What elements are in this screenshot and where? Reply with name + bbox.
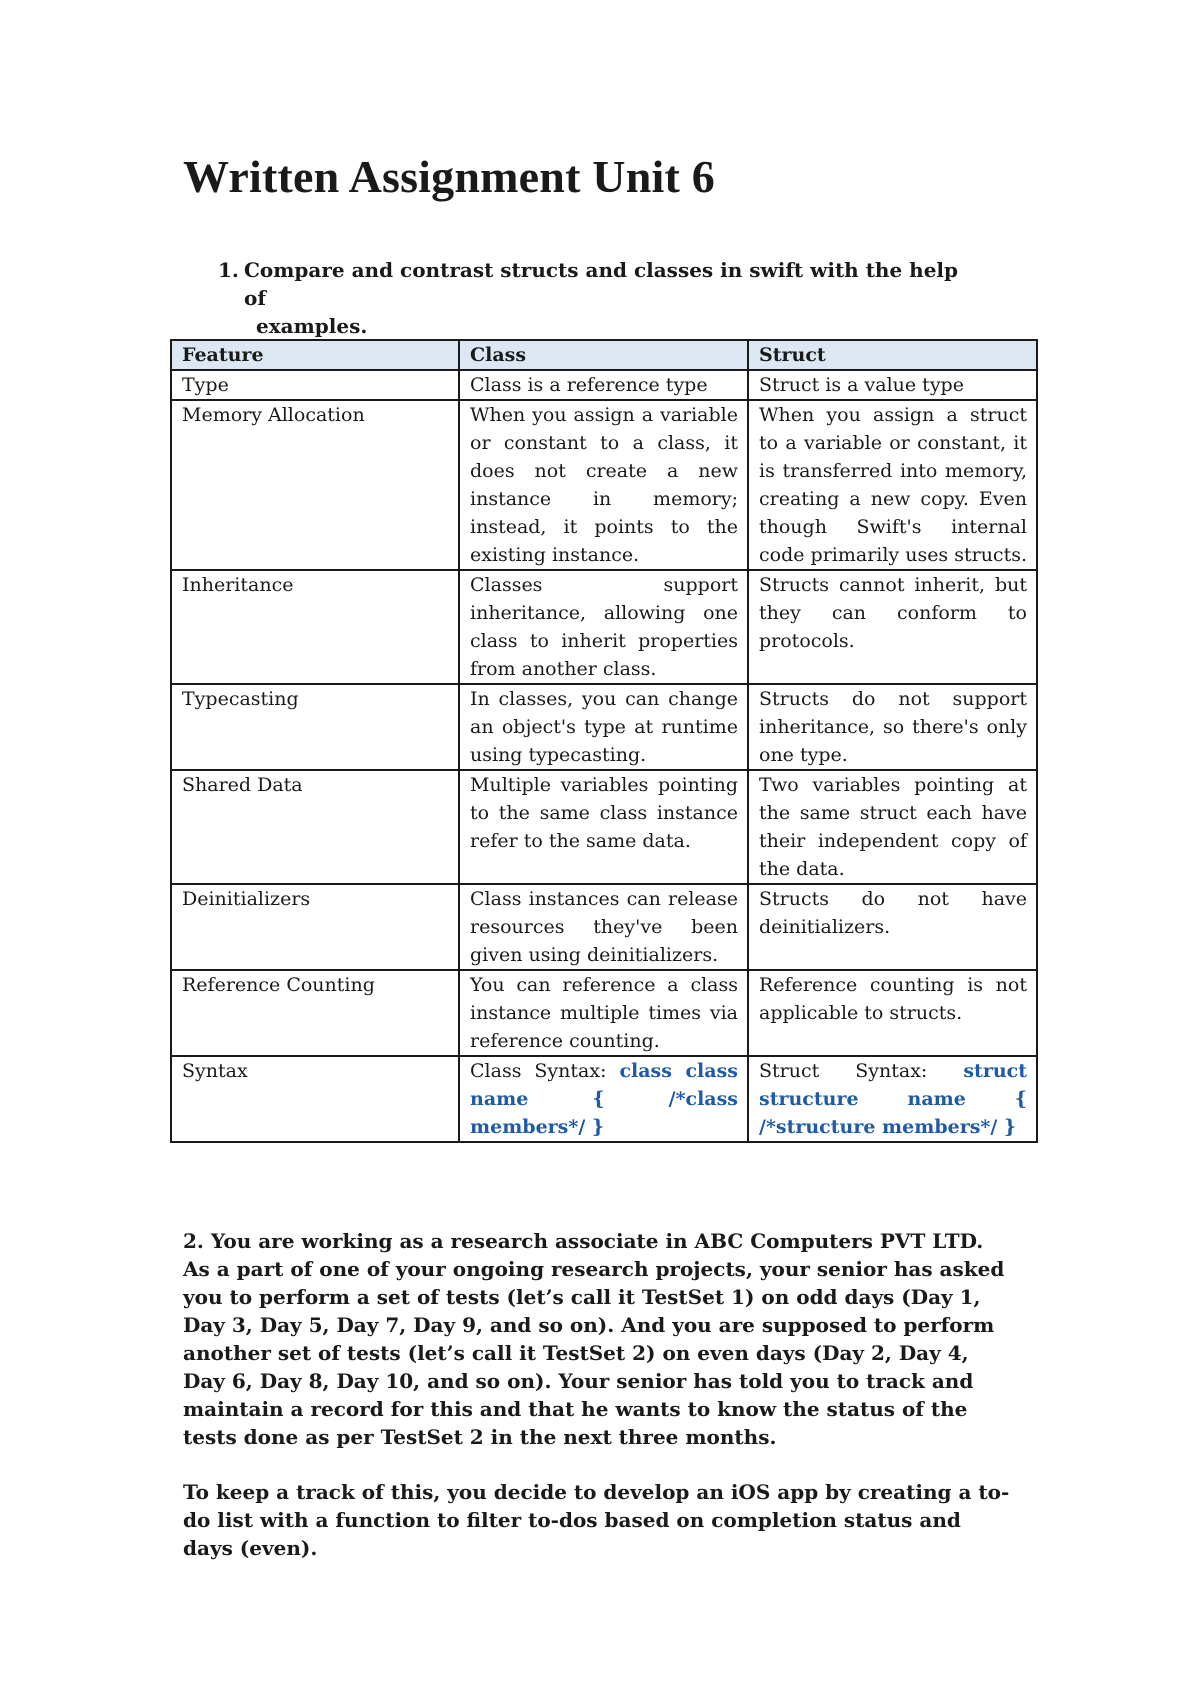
table-row — [171, 400, 1037, 570]
question-1-text-line1: Compare and contrast structs and classes in swift with the help of — [244, 258, 959, 310]
cell-struct: Two variables pointing at the same struct each have their independent copy of the data. — [748, 770, 1037, 884]
table-row — [171, 370, 1037, 400]
comparison-table — [170, 339, 1038, 1143]
header-class: Class — [459, 340, 748, 370]
cell-feature: Typecasting — [171, 684, 459, 770]
question-2-followup: To keep a track of this, you decide to develop an iOS app by creating a to-do list with a function to filter to-dos based on completion status and days (even). — [183, 1480, 1010, 1560]
question-1 — [218, 256, 978, 340]
table-header-row — [171, 340, 1037, 370]
cell-feature: Shared Data — [171, 770, 459, 884]
cell-struct: Structs do not support inheritance, so there's only one type. — [748, 684, 1037, 770]
cell-class: When you assign a variable or constant to a class, it does not create a new instance in memory; instead, it points to the existing instance. — [459, 400, 748, 570]
page-title: Written Assignment Unit 6 — [183, 151, 715, 202]
question-1-number: 1. — [218, 258, 239, 282]
cell-struct: Reference counting is not applicable to structs. — [748, 970, 1037, 1056]
cell-class: You can reference a class instance multiple times via reference counting. — [459, 970, 748, 1056]
header-feature: Feature — [171, 340, 459, 370]
cell-feature: Deinitializers — [171, 884, 459, 970]
cell-struct: Structs cannot inherit, but they can conform to protocols. — [748, 570, 1037, 684]
struct-syntax-label: Struct Syntax: — [759, 1060, 928, 1082]
table-row-syntax — [171, 1056, 1037, 1142]
question-1-text-line2: examples. — [256, 314, 368, 338]
cell-struct: Struct is a value type — [748, 370, 1037, 400]
cell-class: Class is a reference type — [459, 370, 748, 400]
struct-syntax-code: struct structure name { /*structure members*/ } — [759, 1060, 1027, 1138]
cell-feature: Inheritance — [171, 570, 459, 684]
cell-feature: Type — [171, 370, 459, 400]
cell-struct-syntax — [748, 1056, 1037, 1142]
cell-class: In classes, you can change an object's type at runtime using typecasting. — [459, 684, 748, 770]
cell-class: Multiple variables pointing to the same class instance refer to the same data. — [459, 770, 748, 884]
class-syntax-label: Class Syntax: — [470, 1060, 607, 1082]
table-row — [171, 770, 1037, 884]
cell-class: Classes support inheritance, allowing one class to inherit properties from another class. — [459, 570, 748, 684]
header-struct: Struct — [748, 340, 1037, 370]
cell-feature: Reference Counting — [171, 970, 459, 1056]
table-row — [171, 570, 1037, 684]
class-syntax-code: class class name { /*class members*/ } — [470, 1060, 738, 1138]
table-row — [171, 970, 1037, 1056]
cell-feature: Syntax — [171, 1056, 459, 1142]
cell-struct: Structs do not have deinitializers. — [748, 884, 1037, 970]
cell-feature: Memory Allocation — [171, 400, 459, 570]
question-2-paragraph: 2. You are working as a research associate in ABC Computers PVT LTD. As a part of one of your ongoing research projects, your senior has asked you to perform a set of tests (let’s call it TestSet 1) on odd days (Day 1, Day 3, Day 5, Day 7, Day 9, and so on). And you are supposed to perform another set of tests (let’s call it TestSet 2) on even days (Day 2, Day 4, Day 6, Day 8, Day 10, and so on). Your senior has told you to track and maintain a record for this and that he wants to know the status of the tests done as per TestSet 2 in the next three months. — [183, 1229, 1005, 1449]
table-row — [171, 884, 1037, 970]
table-row — [171, 684, 1037, 770]
cell-class-syntax — [459, 1056, 748, 1142]
cell-class: Class instances can release resources they've been given using deinitializers. — [459, 884, 748, 970]
cell-struct: When you assign a struct to a variable or constant, it is transferred into memory, creating a new copy. Even though Swift's internal code primarily uses structs. — [748, 400, 1037, 570]
